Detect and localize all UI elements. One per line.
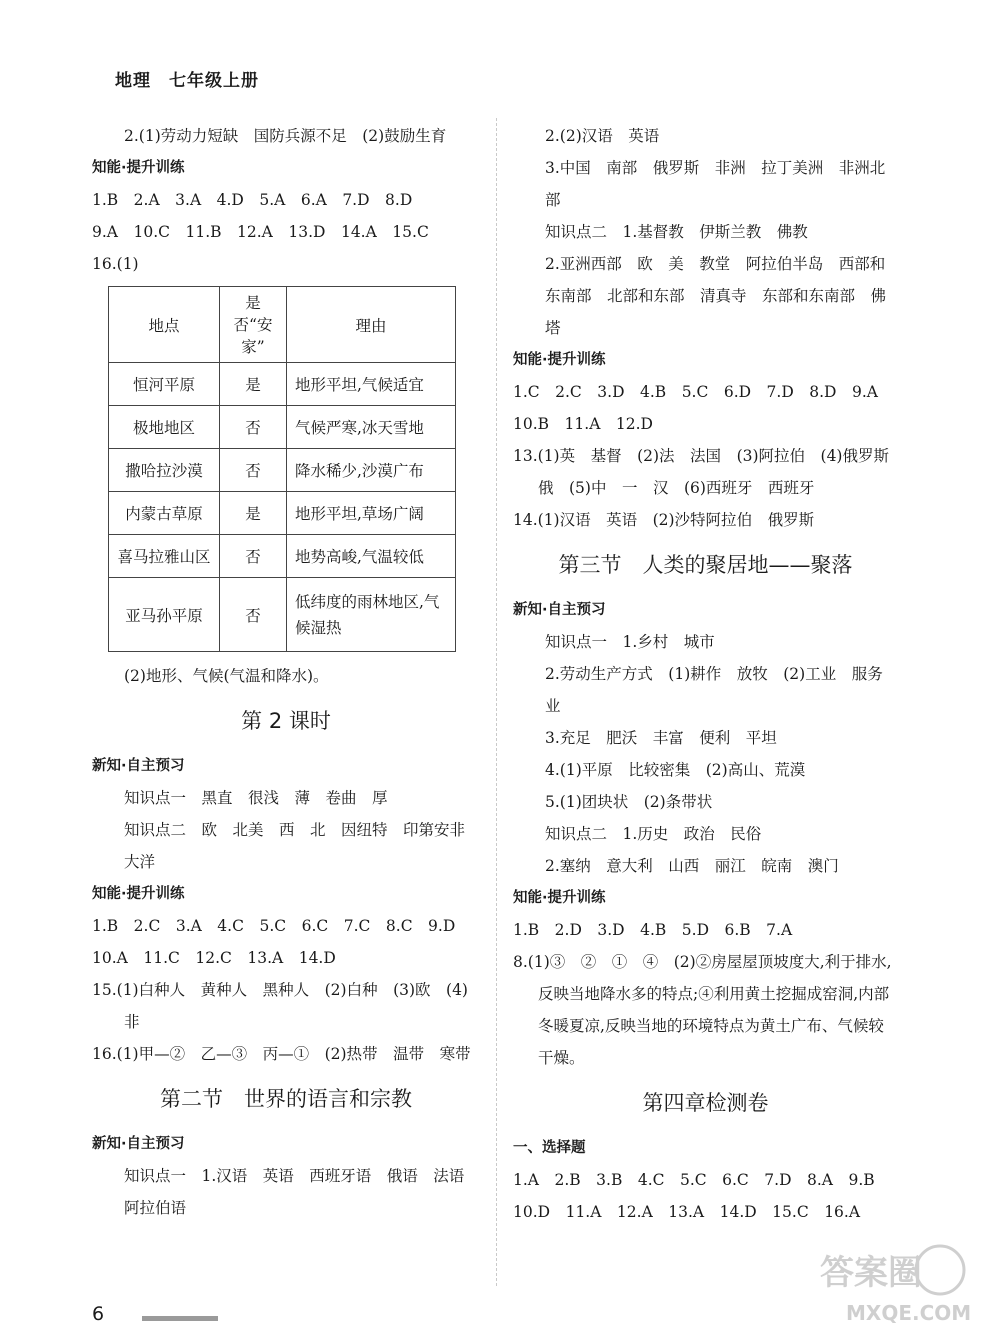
table-cell: 否 bbox=[220, 535, 287, 578]
section-label: 知能·提升训练 bbox=[92, 886, 185, 902]
table-cell: 撒哈拉沙漠 bbox=[109, 449, 220, 492]
table-cell: 否 bbox=[220, 449, 287, 492]
answer-line: 2.(2)汉语 英语 bbox=[545, 127, 660, 145]
table-cell: 降水稀少,沙漠广布 bbox=[287, 449, 456, 492]
answer-line: 2.亚洲西部 欧 美 教堂 阿拉伯半岛 西部和东南部 北部和东部 清真寺 东部和东南部 佛塔 bbox=[545, 255, 887, 337]
section-label: 知能·提升训练 bbox=[513, 352, 606, 368]
table-cell: 气候严寒,冰天雪地 bbox=[287, 406, 456, 449]
table-cell: 否 bbox=[220, 406, 287, 449]
answer-line: 13.(1)英 基督 (2)法 法国 (3)阿拉伯 (4)俄罗斯 俄 (5)中 一 汉 (6)西班牙 西班牙 bbox=[513, 447, 905, 497]
answer-line: 知识点二 1.基督教 伊斯兰教 佛教 bbox=[545, 223, 808, 241]
table-cell: 喜马拉雅山区 bbox=[109, 535, 220, 578]
answer-line: 1.B 2.C 3.A 4.C 5.C 6.C 7.C 8.C 9.D bbox=[92, 917, 456, 935]
column-divider bbox=[496, 118, 497, 1286]
table-row bbox=[109, 492, 456, 535]
answer-line: 10.B 11.A 12.D bbox=[513, 415, 653, 433]
answer-line: 1.A 2.B 3.B 4.C 5.C 6.C 7.D 8.A 9.B bbox=[513, 1171, 875, 1189]
answer-line: 2.塞纳 意大利 山西 丽江 皖南 澳门 bbox=[545, 857, 839, 875]
answer-line: 知识点一 1.汉语 英语 西班牙语 俄语 法语 阿拉伯语 bbox=[124, 1167, 480, 1217]
table-header-cell: 地点 bbox=[109, 287, 220, 363]
answer-line: 1.B 2.D 3.D 4.B 5.D 6.B 7.A bbox=[513, 921, 793, 939]
table-header-cell: 理由 bbox=[287, 287, 456, 363]
table-cell: 否 bbox=[220, 578, 287, 652]
section-title: 第三节 人类的聚居地——聚落 bbox=[558, 553, 853, 577]
answer-line: 10.A 11.C 12.C 13.A 14.D bbox=[92, 949, 336, 967]
answer-line: 1.B 2.A 3.A 4.D 5.A 6.A 7.D 8.D bbox=[92, 191, 413, 209]
watermark-logo bbox=[812, 1236, 972, 1331]
answer-line: 14.(1)汉语 英语 (2)沙特阿拉伯 俄罗斯 bbox=[513, 511, 815, 529]
table-row bbox=[109, 578, 456, 652]
answer-line: 2.劳动生产方式 (1)耕作 放牧 (2)工业 服务业 bbox=[545, 665, 883, 715]
section-label: 一、选择题 bbox=[513, 1140, 586, 1156]
watermark-text: 答案圈 bbox=[820, 1253, 922, 1293]
answer-line: 知识点一 黑直 很浅 薄 卷曲 厚 bbox=[124, 789, 388, 807]
table-cell: 地形平坦,气候适宜 bbox=[287, 363, 456, 406]
answer-line: 1.C 2.C 3.D 4.B 5.C 6.D 7.D 8.D 9.A bbox=[513, 383, 878, 401]
answer-line: (2)地形、气候(气温和降水)。 bbox=[124, 667, 329, 685]
page-number: 6 bbox=[92, 1303, 105, 1325]
section-label: 新知·自主预习 bbox=[513, 602, 606, 618]
answer-line: 3.中国 南部 俄罗斯 非洲 拉丁美洲 非洲北部 bbox=[545, 159, 886, 209]
answer-line: 知识点二 1.历史 政治 民俗 bbox=[545, 825, 762, 843]
table-cell: 地形平坦,草场广阔 bbox=[287, 492, 456, 535]
table-row bbox=[109, 535, 456, 578]
table-cell: 亚马孙平原 bbox=[109, 578, 220, 652]
table-cell: 恒河平原 bbox=[109, 363, 220, 406]
section-label: 新知·自主预习 bbox=[92, 1136, 185, 1152]
answer-line: 15.(1)白种人 黄种人 黑种人 (2)白种 (3)欧 (4)非 bbox=[92, 981, 468, 1031]
table-row bbox=[109, 363, 456, 406]
table-cell: 极地地区 bbox=[109, 406, 220, 449]
left-column bbox=[92, 120, 480, 1224]
answer-line: 16.(1) bbox=[92, 255, 139, 273]
table-cell: 是 bbox=[220, 363, 287, 406]
section-label: 知能·提升训练 bbox=[513, 890, 606, 906]
right-column bbox=[513, 120, 905, 1228]
answer-line: 5.(1)团块状 (2)条带状 bbox=[545, 793, 713, 811]
answer-line: 16.(1)甲—② 乙—③ 丙—① (2)热带 温带 寒带 bbox=[92, 1045, 471, 1063]
table-row bbox=[109, 449, 456, 492]
table-header-cell: 是否“安家” bbox=[220, 287, 287, 363]
table-row bbox=[109, 406, 456, 449]
page-header: 地理 七年级上册 bbox=[115, 71, 259, 91]
table-cell: 是 bbox=[220, 492, 287, 535]
answer-line: 9.A 10.C 11.B 12.A 13.D 14.A 15.C bbox=[92, 223, 429, 241]
settlement-table bbox=[108, 286, 456, 652]
watermark-domain: MXQE.COM bbox=[846, 1301, 972, 1325]
footer-bar bbox=[142, 1316, 218, 1321]
section-label: 知能·提升训练 bbox=[92, 160, 185, 176]
table-cell: 地势高峻,气温较低 bbox=[287, 535, 456, 578]
answer-line: 知识点一 1.乡村 城市 bbox=[545, 633, 715, 651]
table-cell: 低纬度的雨林地区,气候湿热 bbox=[287, 578, 456, 652]
section-title: 第二节 世界的语言和宗教 bbox=[160, 1087, 412, 1111]
section-label: 新知·自主预习 bbox=[92, 758, 185, 774]
section-title: 第 2 课时 bbox=[241, 709, 331, 733]
answer-line: 3.充足 肥沃 丰富 便利 平坦 bbox=[545, 729, 777, 747]
answer-line: 10.D 11.A 12.A 13.A 14.D 15.C 16.A bbox=[513, 1203, 861, 1221]
answer-line: 4.(1)平原 比较密集 (2)高山、荒漠 bbox=[545, 761, 806, 779]
table-cell: 内蒙古草原 bbox=[109, 492, 220, 535]
table-header-row bbox=[109, 287, 456, 363]
answer-line: 2.(1)劳动力短缺 国防兵源不足 (2)鼓励生育 bbox=[124, 127, 447, 145]
section-title: 第四章检测卷 bbox=[642, 1091, 769, 1115]
answer-line: 8.(1)③ ② ① ④ (2)②房屋屋顶坡度大,利于排水,反映当地降水多的特点;④利用黄土挖掘成窑洞,内部冬暖夏凉,反映当地的环境特点为黄土广布、气候较干燥。 bbox=[513, 953, 892, 1067]
answer-line: 知识点二 欧 北美 西 北 因纽特 印第安非 大洋 bbox=[124, 821, 481, 871]
